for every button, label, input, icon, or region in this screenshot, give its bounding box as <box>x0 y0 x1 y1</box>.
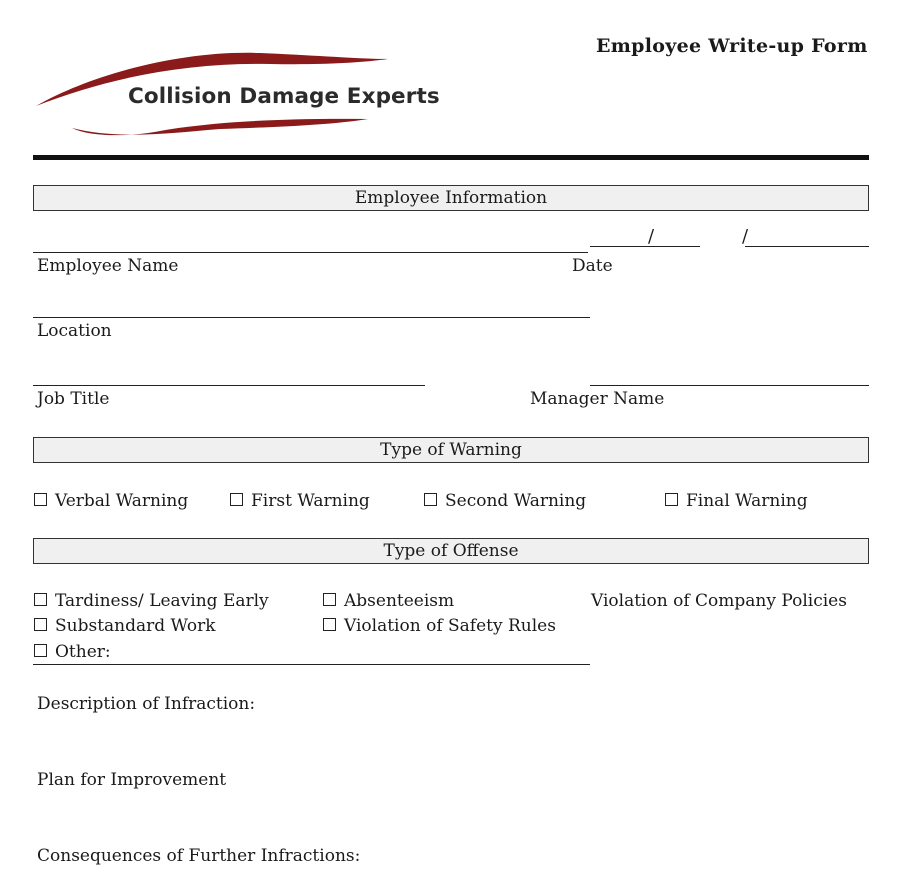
company-name: Collision Damage Experts <box>128 84 440 109</box>
manager-name-line[interactable] <box>590 385 869 386</box>
checkbox[interactable] <box>34 618 47 631</box>
warning-option-first[interactable]: First Warning <box>230 491 370 511</box>
offense-option-absenteeism[interactable]: Absenteeism <box>323 591 454 611</box>
section-type-of-offense: Type of Offense <box>33 538 869 564</box>
job-title-label: Job Title <box>37 389 110 409</box>
checkbox[interactable] <box>665 493 678 506</box>
location-line[interactable] <box>33 317 590 318</box>
section-employee-information: Employee Information <box>33 185 869 211</box>
other-offense-line[interactable] <box>33 664 590 665</box>
date-line-month[interactable] <box>590 246 700 247</box>
manager-name-label: Manager Name <box>530 389 665 409</box>
checkbox[interactable] <box>34 593 47 606</box>
offense-option-substandard[interactable]: Substandard Work <box>34 616 216 636</box>
date-separator: / <box>648 226 655 247</box>
checkbox[interactable] <box>34 644 47 657</box>
date-line-year[interactable] <box>745 246 869 247</box>
warning-option-second[interactable]: Second Warning <box>424 491 586 511</box>
checkbox[interactable] <box>34 493 47 506</box>
description-label: Description of Infraction: <box>37 694 256 714</box>
date-label: Date <box>572 256 613 276</box>
offense-option-safety[interactable]: Violation of Safety Rules <box>323 616 556 636</box>
date-separator: / <box>742 226 749 247</box>
checkbox[interactable] <box>323 618 336 631</box>
section-type-of-warning: Type of Warning <box>33 437 869 463</box>
location-label: Location <box>37 321 112 341</box>
employee-name-label: Employee Name <box>37 256 179 276</box>
header-divider <box>33 155 869 160</box>
warning-option-verbal[interactable]: Verbal Warning <box>34 491 188 511</box>
form-title: Employee Write-up Form <box>596 35 868 57</box>
checkbox[interactable] <box>323 593 336 606</box>
warning-option-final[interactable]: Final Warning <box>665 491 808 511</box>
checkbox[interactable] <box>230 493 243 506</box>
offense-option-other[interactable]: Other: <box>34 642 111 662</box>
checkbox[interactable] <box>424 493 437 506</box>
offense-option-tardiness[interactable]: Tardiness/ Leaving Early <box>34 591 269 611</box>
job-title-line[interactable] <box>33 385 425 386</box>
improvement-plan-label: Plan for Improvement <box>37 770 227 790</box>
offense-option-company-policies: Violation of Company Policies <box>591 591 847 611</box>
consequences-label: Consequences of Further Infractions: <box>37 846 361 866</box>
employee-name-line[interactable] <box>33 252 588 253</box>
